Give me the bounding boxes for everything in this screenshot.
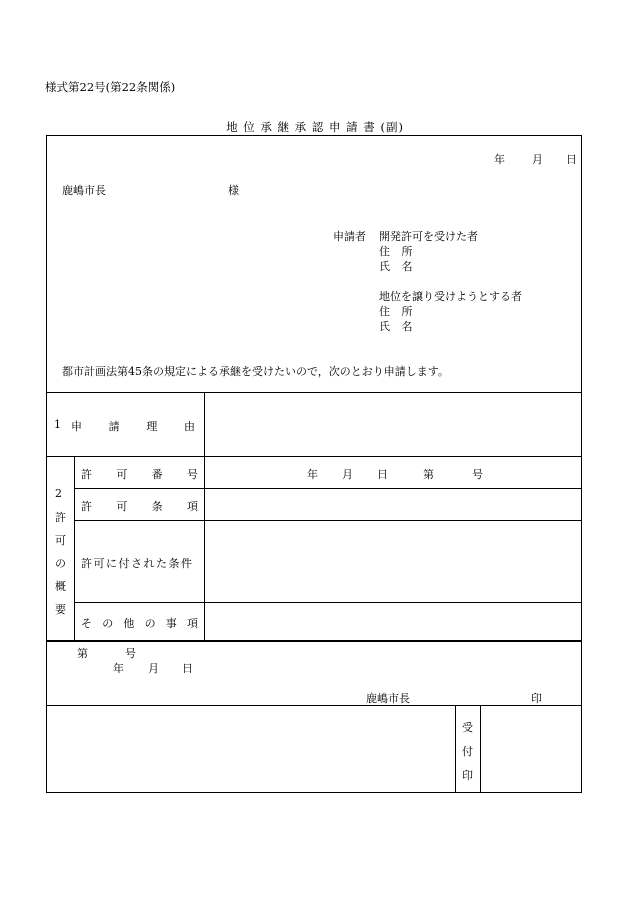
date-day: 日 xyxy=(566,153,577,166)
permit-month: 月 xyxy=(342,468,353,481)
approval-seal: 印 xyxy=(531,692,542,705)
label-char: 許 xyxy=(81,468,92,481)
label-char: 事 xyxy=(165,617,177,630)
application-statement: 都市計画法第45条の規定による承継を受けたいので，次のとおり申請します。 xyxy=(62,365,449,378)
divider-line xyxy=(46,392,582,393)
permit-dai: 第 xyxy=(423,468,434,481)
label-char: 項 xyxy=(186,500,198,513)
reception-char: 付 xyxy=(462,745,473,758)
divider-line xyxy=(46,456,582,457)
section2-side-char: 可 xyxy=(55,534,66,547)
permit-year: 年 xyxy=(307,468,318,481)
name-label-2: 氏 名 xyxy=(379,320,417,333)
addressee-honorific: 様 xyxy=(228,184,239,197)
name-label: 氏 名 xyxy=(379,260,417,273)
column-line xyxy=(480,705,481,793)
attached-conditions-label: 許可に付された条件 xyxy=(81,557,194,570)
permit-conditions-label xyxy=(81,498,198,514)
label-char: の xyxy=(144,617,156,630)
form-number-label: 様式第22号(第22条関係) xyxy=(45,80,176,94)
section1-char: 理 xyxy=(146,420,158,433)
permit-holder-label: 開発許可を受けた者 xyxy=(379,230,478,243)
reception-char: 受 xyxy=(462,721,473,734)
label-char: の xyxy=(102,617,114,630)
approval-mayor: 鹿嶋市長 xyxy=(366,692,410,705)
label-char: 条 xyxy=(151,500,163,513)
permit-day: 日 xyxy=(377,468,388,481)
addressee-mayor: 鹿嶋市長 xyxy=(62,184,106,197)
section1-char: 申 xyxy=(71,420,82,433)
address-label-2: 住 所 xyxy=(379,305,417,318)
label-char: 号 xyxy=(186,468,198,481)
section2-side-char: 許 xyxy=(55,511,66,524)
divider-line xyxy=(46,705,582,706)
address-label: 住 所 xyxy=(379,245,417,258)
transferee-label: 地位を譲り受けようとする者 xyxy=(379,290,522,303)
label-char: 可 xyxy=(116,500,128,513)
approval-month: 月 xyxy=(148,662,159,675)
permit-number-label xyxy=(81,466,198,482)
label-char: 許 xyxy=(81,500,92,513)
label-char: 項 xyxy=(186,617,198,630)
section2-side-char: 要 xyxy=(55,603,66,616)
permit-go: 号 xyxy=(472,468,483,481)
section2-side-char: 概 xyxy=(55,580,66,593)
label-char: そ xyxy=(81,617,92,630)
approval-year: 年 xyxy=(113,662,124,675)
column-line xyxy=(204,392,205,640)
reception-char: 印 xyxy=(462,769,473,782)
column-line xyxy=(455,705,456,793)
section1-number: 1 xyxy=(54,418,61,431)
label-char: 可 xyxy=(116,468,128,481)
date-month: 月 xyxy=(532,153,543,166)
section1-char: 請 xyxy=(108,420,120,433)
column-line xyxy=(74,456,75,640)
label-char: 番 xyxy=(151,468,163,481)
document-title: 地 位 承 継 承 認 申 請 書 (副) xyxy=(226,120,404,134)
approval-day: 日 xyxy=(182,662,193,675)
section1-char: 由 xyxy=(183,420,195,433)
form-frame xyxy=(46,135,582,793)
label-char: 他 xyxy=(123,617,135,630)
section1-label xyxy=(71,418,195,434)
divider-line xyxy=(74,488,582,489)
divider-line xyxy=(74,520,582,521)
section2-side-char: の xyxy=(55,557,66,570)
approval-dai: 第 xyxy=(77,647,88,660)
applicant-label: 申請者 xyxy=(333,230,366,243)
divider-line xyxy=(46,640,582,642)
other-matters-label xyxy=(81,615,198,631)
date-year: 年 xyxy=(494,153,505,166)
section2-number: 2 xyxy=(55,487,62,500)
divider-line xyxy=(74,602,582,603)
approval-go: 号 xyxy=(125,647,136,660)
